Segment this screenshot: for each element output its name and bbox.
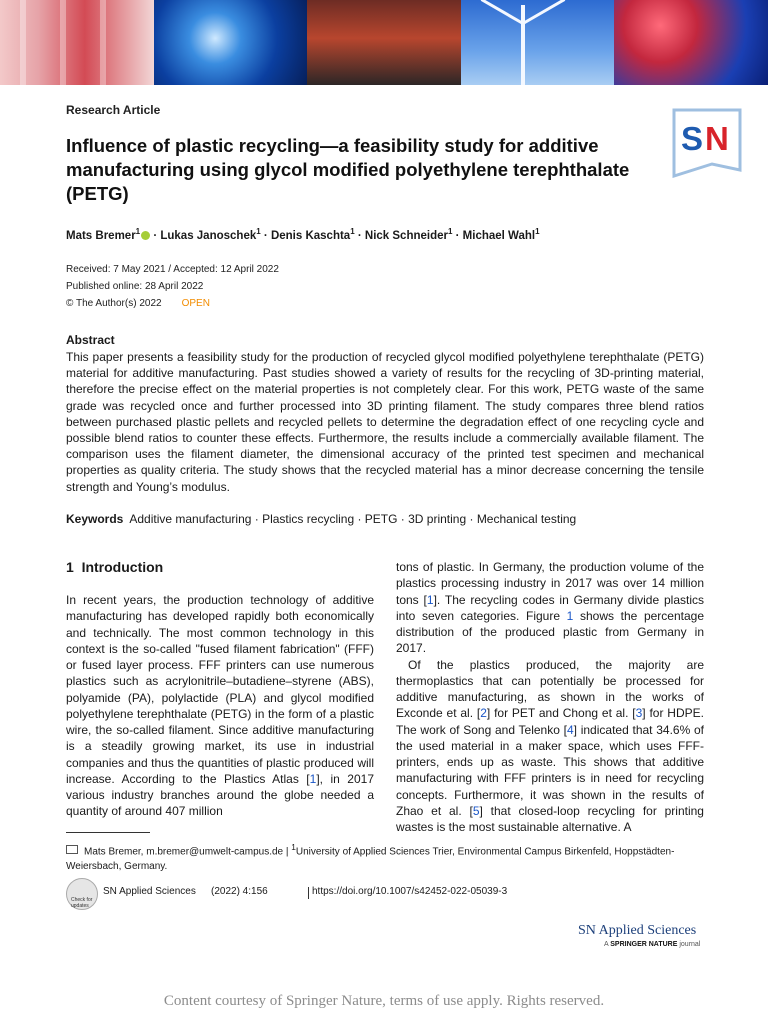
affiliation-footnote: Mats Bremer, m.bremer@umwelt-campus.de | $^1$University of Applied Sciences Trier, Environmental Campus Birkenfeld, Hoppstädten-Weiersbach, Germany. xyxy=(66,842,675,873)
paragraph: tons of plastic. In Germany, the production volume of the plastics processing industry in 2017 was over 14 million tons [1]. The recycling codes in Germany divide plastics into seven categories. Figure 1 shows the percentage distribution of the produced plastic from Germany in 2017. xyxy=(396,560,705,656)
sn-journal-logo xyxy=(672,108,742,178)
banner-tile-5 xyxy=(614,0,768,85)
body-column-right xyxy=(396,559,704,835)
footnote-divider xyxy=(66,832,150,833)
author-name[interactable]: Lukas Janoschek xyxy=(160,229,257,242)
orcid-icon[interactable] xyxy=(141,231,150,240)
volume-issue: (2022) 4:156 xyxy=(211,886,268,897)
author-name[interactable]: Michael Wahl xyxy=(462,229,536,242)
publisher-line: A SPRINGER NATURE journal xyxy=(604,941,701,948)
received-accepted-dates: Received: 7 May 2021 / Accepted: 12 April 2022 xyxy=(66,264,279,275)
svg-text:N: N xyxy=(705,120,729,157)
banner-tile-3 xyxy=(307,0,461,85)
svg-text:S: S xyxy=(681,120,704,157)
abstract-heading: Abstract xyxy=(66,333,115,347)
body-column-left xyxy=(66,592,374,820)
copyright-text: © The Author(s) 2022 xyxy=(66,298,162,309)
copyright-line xyxy=(66,298,210,309)
citation-link[interactable]: 4 xyxy=(566,722,574,737)
banner-tile-1 xyxy=(0,0,154,85)
keywords-list: Additive manufacturing · Plastics recycling · PETG · 3D printing · Mechanical testing xyxy=(129,512,577,526)
citation-link[interactable]: 2 xyxy=(480,706,487,721)
journal-brand: SN Applied Sciences xyxy=(578,923,697,938)
citation-link[interactable]: 5 xyxy=(472,803,480,818)
section-heading-introduction: 1 Introduction xyxy=(66,559,164,575)
doi-link[interactable]: https://doi.org/10.1007/s42452-022-05039-3 xyxy=(312,886,508,897)
published-date: Published online: 28 April 2022 xyxy=(66,281,204,292)
journal-name: SN Applied Sciences xyxy=(103,886,196,897)
header-banner-image xyxy=(0,0,768,85)
keywords xyxy=(66,512,576,526)
paragraph: Of the plastics produced, the majority are thermoplastics that can potentially be processed for additive manufacturing, as shown in the works of Exconde et al. [2] for PET and Chong et al. [3] for HDPE. The work of Song and Telenko [4] indicated that 34.6% of the used material in a maker space, which uses FFF-printers, ends up as waste. This shows that additive manufacturing with FFF printers is in need for recycling concepts. Furthermore, it was shown in the results of Zhao et al. [5] that closed-loop recycling for printing wastes is the most sustainable alternative. A xyxy=(396,657,704,834)
check-for-updates-badge[interactable]: Check for updates xyxy=(66,878,98,910)
article-title: Influence of plastic recycling—a feasibility study for additive manufacturing using glycol modified polyethylene terephthalate (PETG) xyxy=(66,135,630,204)
author-name[interactable]: Denis Kaschta xyxy=(270,229,351,242)
keywords-label: Keywords xyxy=(66,512,124,526)
envelope-icon xyxy=(66,845,78,854)
article-type: Research Article xyxy=(66,103,161,117)
banner-tile-4-wind-turbine xyxy=(461,0,615,85)
author-name[interactable]: Mats Bremer xyxy=(66,229,136,242)
figure-link[interactable]: 1 xyxy=(566,608,574,623)
citation-link[interactable]: 1 xyxy=(426,592,434,607)
abstract-text: This paper presents a feasibility study for the production of recycled glycol modified polyethylene terephthalate (PETG) material for additive manufacturing. Past studies showed a variety of results for the recycling of 3D-printing material, therefore the precise effect on the material properties is not completely clear. For this work, PETG waste of the same grade was recycled once and further processed into 3D printing filament. The study compares three blend ratios between purchased plastic pellets and recycled pellets to determine the degradation effect of one recycling cycle and possible blend ratios to counter these effects. Furthermore, the results include a commercially available filament. The comparison uses the filament diameter, the dimensional accuracy of the printed test specimen and mechanical properties as quality criteria. The study shows that the recycled material has a minor decrease concerning the tensile strength and Young’s modulus. xyxy=(66,350,704,494)
author-list: Mats Bremer$^1$ · Lukas Janoschek$^1$ · Denis Kaschta$^1$ · Nick Schneider$^1$ · Michael Wahl$^1$ xyxy=(66,227,540,242)
courtesy-notice: Content courtesy of Springer Nature, terms of use apply. Rights reserved. xyxy=(163,993,605,1009)
open-access-badge: OPEN xyxy=(181,298,210,309)
paragraph: In recent years, the production technology of additive manufacturing has developed rapidly both economically and technically. The most common technology in this context is the so-called "fused filament fabrication" (FFF) or fused layer process. FFF printers can use numerous plastics such as acrylonitrile–butadiene–styrene (ABS), polyamide (PA), polylactide (PLA) and glycol modified polyethylene terephthalate (PETG) in the form of a plastic wire, the so-called filament. Since additive manufacturing is a steadily growing market, its use in industrial companies and thus the quantities of plastic produced will increase. According to the Plastics Atlas [1], in 2017 various industry branches around the globe needed a quantity of around 407 million xyxy=(66,593,374,819)
citation-link[interactable]: 1 xyxy=(309,771,317,786)
banner-tile-2 xyxy=(154,0,308,85)
author-name[interactable]: Nick Schneider xyxy=(364,229,448,242)
citation-link[interactable]: 3 xyxy=(635,706,643,721)
